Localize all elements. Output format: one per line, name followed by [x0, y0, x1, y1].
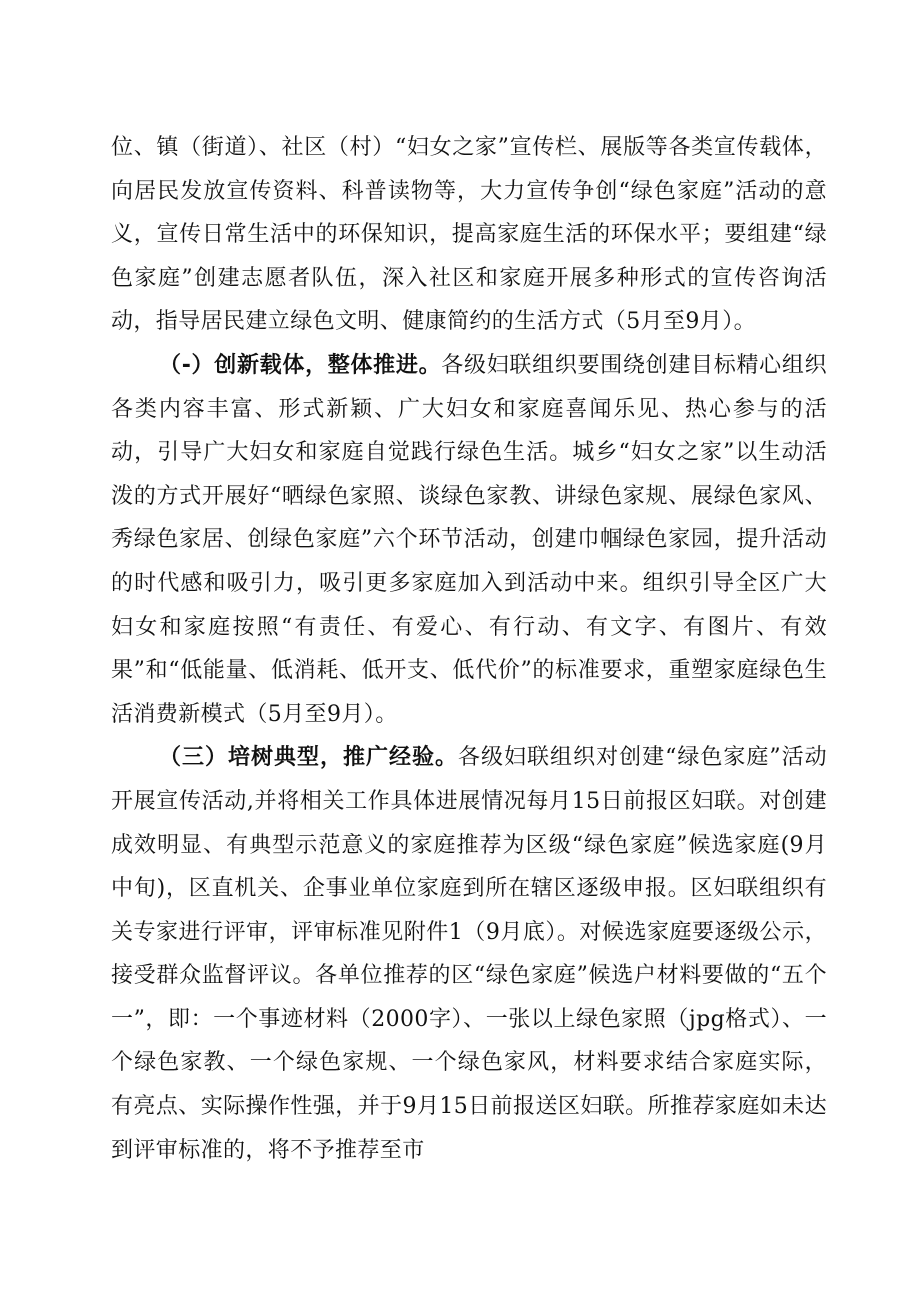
document-body	[111, 126, 827, 1172]
paragraph-cultivate-models	[111, 736, 827, 1172]
paragraph-continuation	[111, 126, 827, 344]
paragraph-innovate-carriers	[111, 344, 827, 736]
paragraph-text: 位、镇（街道）、社区（村）“妇女之家”宣传栏、展版等各类宣传载体，向居民发放宣传资料、科普读物等，大力宣传争创“绿色家庭”活动的意义，宣传日常生活中的环保知识，提高家庭生活的环保水平；要组建“绿色家庭”创建志愿者队伍，深入社区和家庭开展多种形式的宣传咨询活动，指导居民建立绿色文明、健康简约的生活方式（5月至9月）。	[111, 135, 827, 335]
section-heading: （三）培树典型，推广经验。	[159, 745, 459, 771]
section-heading: （-）创新载体，整体推进。	[159, 352, 442, 378]
paragraph-text: 各级妇联组织对创建“绿色家庭”活动开展宣传活动,并将相关工作具体进展情况每月15日前报区妇联。对创建成效明显、有典型示范意义的家庭推荐为区级“绿色家庭”候选家庭(9月中旬)，区直机关、企事业单位家庭到所在辖区逐级申报。区妇联组织有关专家进行评审，评审标准见附件1（9月底）。对候选家庭要逐级公示，接受群众监督评议。各单位推荐的区“绿色家庭”候选户材料要做的“五个一”，即：一个事迹材料（2000字）、一张以上绿色家照（jpg格式）、一个绿色家教、一个绿色家规、一个绿色家风，材料要求结合家庭实际，有亮点、实际操作性强，并于9月15日前报送区妇联。所推荐家庭如未达到评审标准的，将不予推荐至市	[111, 745, 827, 1163]
paragraph-text: 各级妇联组织要围绕创建目标精心组织各类内容丰富、形式新颖、广大妇女和家庭喜闻乐见、热心参与的活动，引导广大妇女和家庭自觉践行绿色生活。城乡“妇女之家”以生动活泼的方式开展好“晒绿色家照、谈绿色家教、讲绿色家规、展绿色家风、秀绿色家居、创绿色家庭”六个环节活动，创建巾帼绿色家园，提升活动的时代感和吸引力，吸引更多家庭加入到活动中来。组织引导全区广大妇女和家庭按照“有责任、有爱心、有行动、有文字、有图片、有效果”和“低能量、低消耗、低开支、低代价”的标准要求，重塑家庭绿色生活消费新模式（5月至9月）。	[111, 352, 827, 727]
